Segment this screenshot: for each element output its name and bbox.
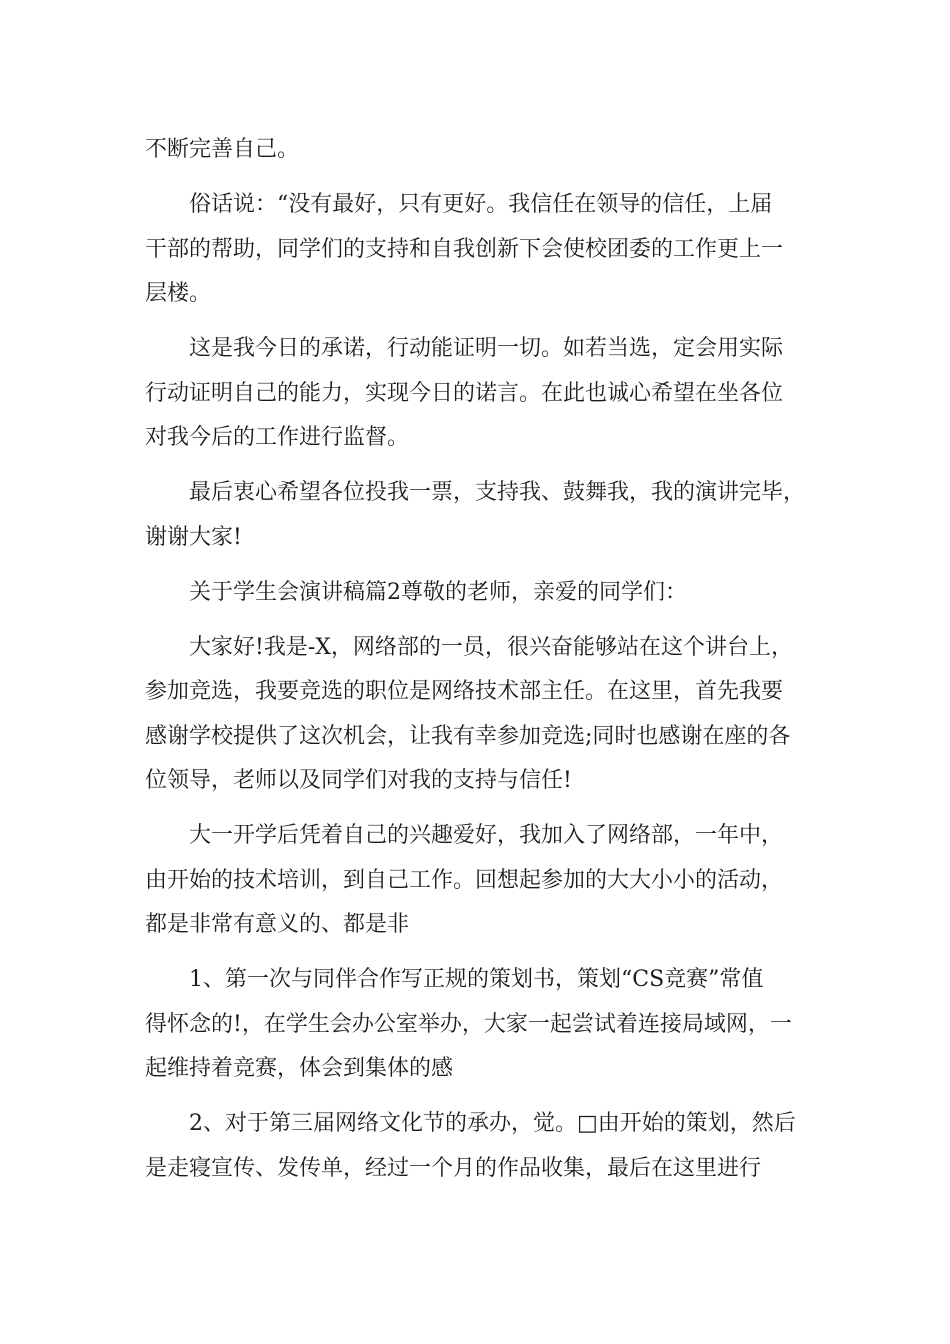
text-line: 是走寝宣传、发传单，经过一个月的作品收集，最后在这里进行 (145, 1155, 762, 1181)
text-line: 得怀念的!，在学生会办公室举办，大家一起尝试着连接局域网，一 (145, 1011, 792, 1037)
text-line: 关于学生会演讲稿篇2尊敬的老师，亲爱的同学们： (189, 579, 687, 605)
paragraph (145, 183, 825, 317)
text-line: 谢谢大家! (145, 524, 242, 550)
text-line: 2、对于第三届网络文化节的承办，觉。□由开始的策划，然后 (189, 1111, 796, 1136)
text-line: 行动证明自己的能力，实现今日的诺言。在此也诚心希望在坐各位 (145, 380, 784, 406)
text-line: 大一开学后凭着自己的兴趣爱好，我加入了网络部，一年中， (189, 823, 784, 848)
body-text (145, 128, 825, 1202)
text-line: 参加竞选，我要竞选的职位是网络技术部主任。在这里，首先我要 (145, 679, 784, 704)
text-line: 都是非常有意义的、都是非 (145, 912, 410, 937)
text-line: 这是我今日的承诺，行动能证明一切。如若当选，定会用实际 (189, 336, 784, 361)
paragraph (145, 471, 825, 560)
text-line: 俗话说：“没有最好，只有更好。我信任在领导的信任，上届 (189, 192, 773, 217)
text-line: 由开始的技术培训，到自己工作。回想起参加的大大小小的活动， (145, 867, 784, 893)
paragraph (145, 327, 825, 461)
text-line: 大家好!我是-X，网络部的一员，很兴奋能够站在这个讲台上， (189, 634, 793, 660)
text-line: 层楼。 (145, 281, 212, 306)
paragraph (145, 626, 825, 804)
list-item (145, 958, 825, 1092)
text-line: 1、第一次与同伴合作写正规的策划书，策划“CS竞赛”常值 (189, 967, 764, 992)
list-item (145, 1102, 825, 1191)
section-heading (145, 571, 825, 616)
text-line: 干部的帮助，同学们的支持和自我创新下会使校团委的工作更上一 (145, 236, 784, 262)
paragraph (145, 814, 825, 948)
text-line: 感谢学校提供了这次机会，让我有幸参加竞选;同时也感谢在座的各 (145, 723, 791, 749)
text-line: 起维持着竞赛，体会到集体的感 (145, 1056, 454, 1081)
text-line: 不断完善自己。 (145, 137, 300, 162)
text-line: 位领导，老师以及同学们对我的支持与信任! (145, 768, 572, 793)
text-line: 最后衷心希望各位投我一票，支持我、鼓舞我，我的演讲完毕， (189, 480, 806, 505)
paragraph (145, 128, 825, 173)
text-line: 对我今后的工作进行监督。 (145, 425, 410, 450)
